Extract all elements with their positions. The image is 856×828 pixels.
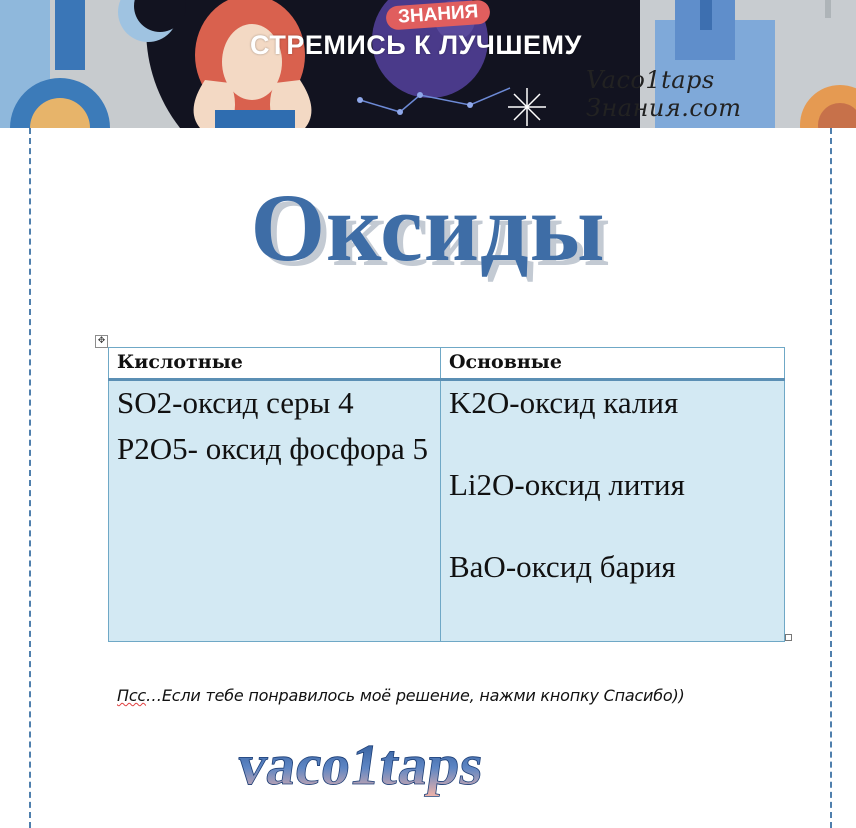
acidic-oxide-item: P2O5- оксид фосфора 5 <box>117 431 428 466</box>
banner-motto: СТРЕМИСЬ К ЛУЧШЕМУ <box>250 30 582 60</box>
footnote-text: …Если тебе понравилось моё решение, нажми кнопку Спасибо)) <box>146 686 685 705</box>
table-move-handle-icon[interactable]: ✥ <box>95 335 108 348</box>
wordart-signature <box>232 722 612 802</box>
basic-oxide-item: K2O-оксид калия <box>449 385 679 420</box>
footnote <box>117 686 685 705</box>
banner-watermark: Vaco1taps Знания.com <box>586 66 742 122</box>
header-banner <box>0 0 856 128</box>
basic-cell[interactable] <box>441 380 785 642</box>
table-resize-handle[interactable] <box>785 634 792 641</box>
footnote-prefix: Псс <box>117 686 147 705</box>
basic-oxide-item: BaO-оксид бария <box>449 549 676 584</box>
basic-oxide-item: Li2O-оксид лития <box>449 467 685 502</box>
wordart-text: vaco1taps <box>233 732 488 797</box>
acidic-oxide-item: SO2-оксид серы 4 <box>117 385 354 420</box>
oxides-table <box>108 347 785 642</box>
header-acidic[interactable]: Кислотные <box>109 348 441 380</box>
acidic-cell[interactable] <box>109 380 441 642</box>
table-header-row <box>109 348 785 380</box>
banner-badge: ЗНАНИЯ <box>385 0 491 31</box>
header-basic[interactable]: Основные <box>441 348 785 380</box>
document-title: Оксиды <box>250 174 606 281</box>
table-row <box>109 380 785 642</box>
